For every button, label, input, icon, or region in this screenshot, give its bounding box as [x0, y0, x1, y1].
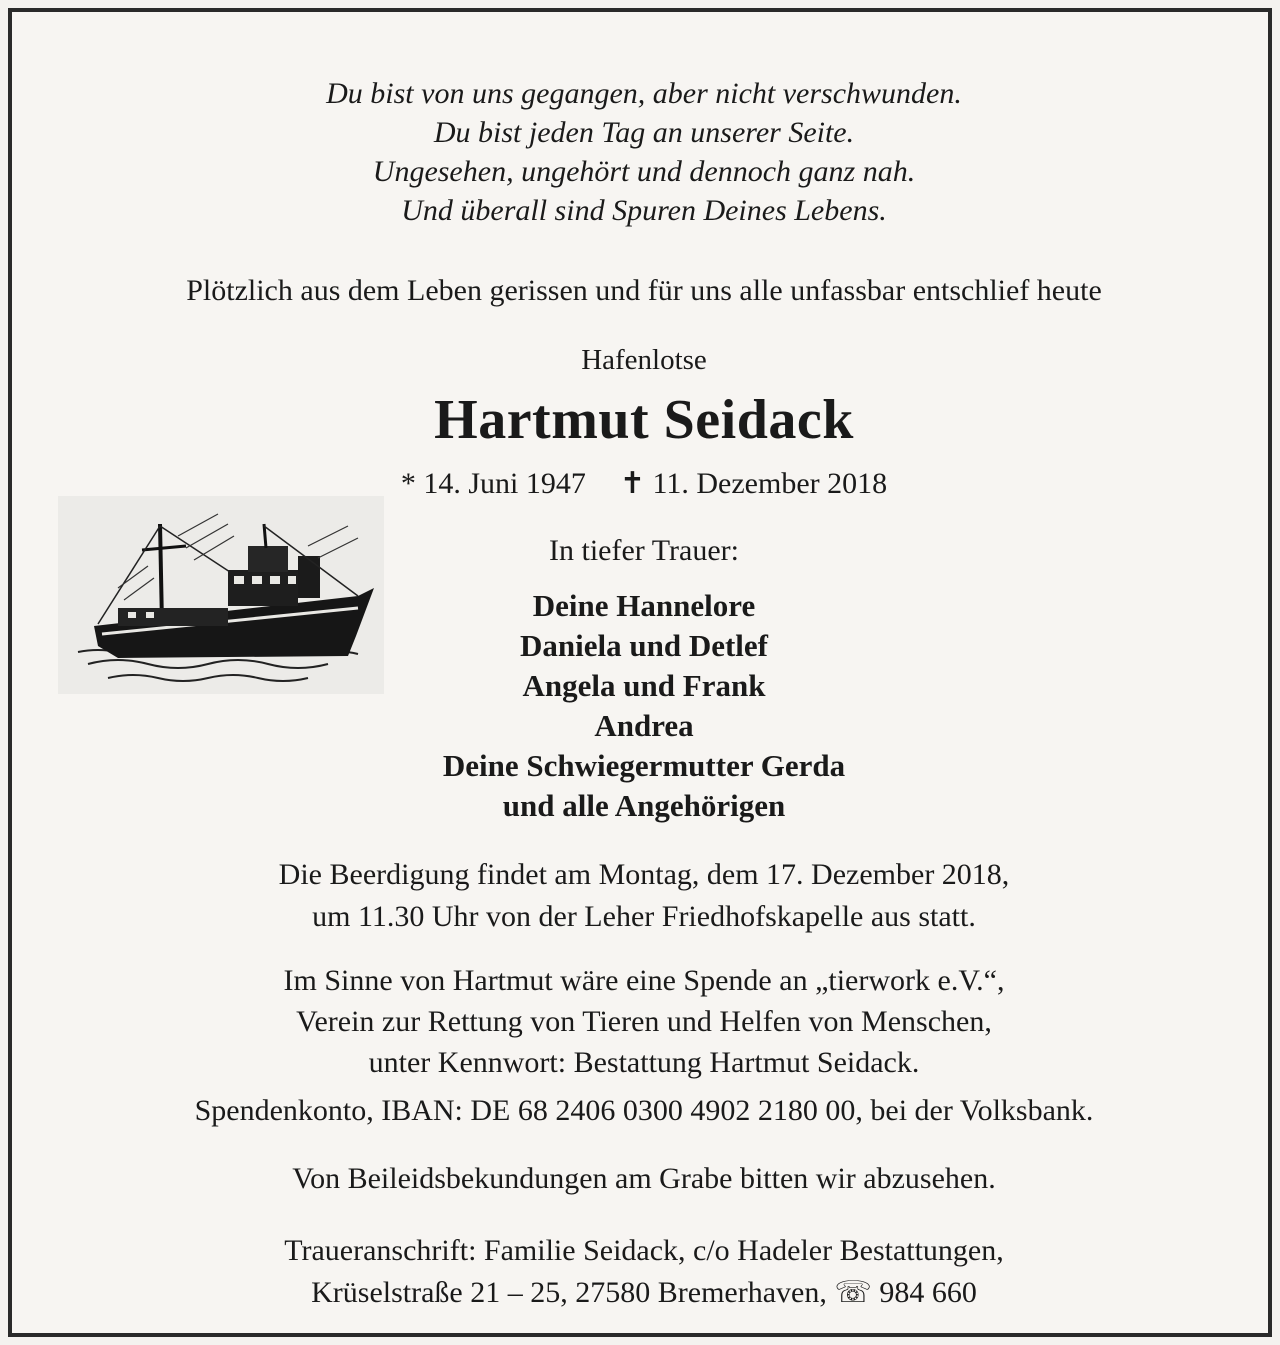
address-line: Traueranschrift: Familie Seidack, c/o Hadeler Bestattungen, [284, 1234, 1004, 1267]
intro-text: Plötzlich aus dem Leben gerissen und für uns alle unfassbar entschlief heute [186, 274, 1102, 307]
address-line: Krüselstraße 21 – 25, 27580 Bremerhaven, ☏ 984 660 [311, 1276, 977, 1309]
deceased-role: Hafenlotse [581, 344, 707, 376]
mourner: Andrea [594, 708, 694, 743]
mourning-address [12, 1230, 1276, 1314]
poem-line: Du bist von uns gegangen, aber nicht verschwunden. [326, 77, 962, 110]
mourner: Angela und Frank [522, 668, 766, 703]
poem-line: Ungesehen, ungehört und dennoch ganz nah. [372, 155, 916, 188]
poem [12, 74, 1276, 230]
deceased-name: Hartmut Seidack [434, 389, 854, 451]
grief-label: In tiefer Trauer: [549, 534, 739, 567]
mourner: Deine Schwiegermutter Gerda [442, 748, 846, 783]
poem-line: Und überall sind Spuren Deines Lebens. [401, 194, 887, 227]
donation-line: Verein zur Rettung von Tieren und Helfen von Menschen, [296, 1005, 992, 1038]
donation-account: Spendenkonto, IBAN: DE 68 2406 0300 4902 2180 00, bei der Volksbank. [194, 1094, 1094, 1127]
funeral-line: um 11.30 Uhr von der Leher Friedhofskapelle aus statt. [312, 900, 976, 933]
poem-line: Du bist jeden Tag an unserer Seite. [433, 116, 855, 149]
donation-info [12, 960, 1276, 1083]
funeral-line: Die Beerdigung findet am Montag, dem 17. Dezember 2018, [278, 858, 1010, 891]
condolences-note: Von Beileidsbekundungen am Grabe bitten wir abzusehen. [292, 1162, 996, 1195]
mourner: und alle Angehörigen [502, 788, 786, 823]
birth-date: * 14. Juni 1947 [400, 467, 586, 500]
mourners-list [12, 586, 1276, 826]
mourner: Daniela und Detlef [520, 628, 768, 663]
funeral-info [12, 854, 1276, 938]
mourner: Deine Hannelore [532, 588, 756, 623]
obituary-notice [8, 8, 1272, 1337]
donation-line: Im Sinne von Hartmut wäre eine Spende an „tierwork e.V.“, [283, 964, 1005, 997]
donation-line: unter Kennwort: Bestattung Hartmut Seidack. [368, 1046, 920, 1079]
death-date: ✝ 11. Dezember 2018 [619, 467, 888, 500]
